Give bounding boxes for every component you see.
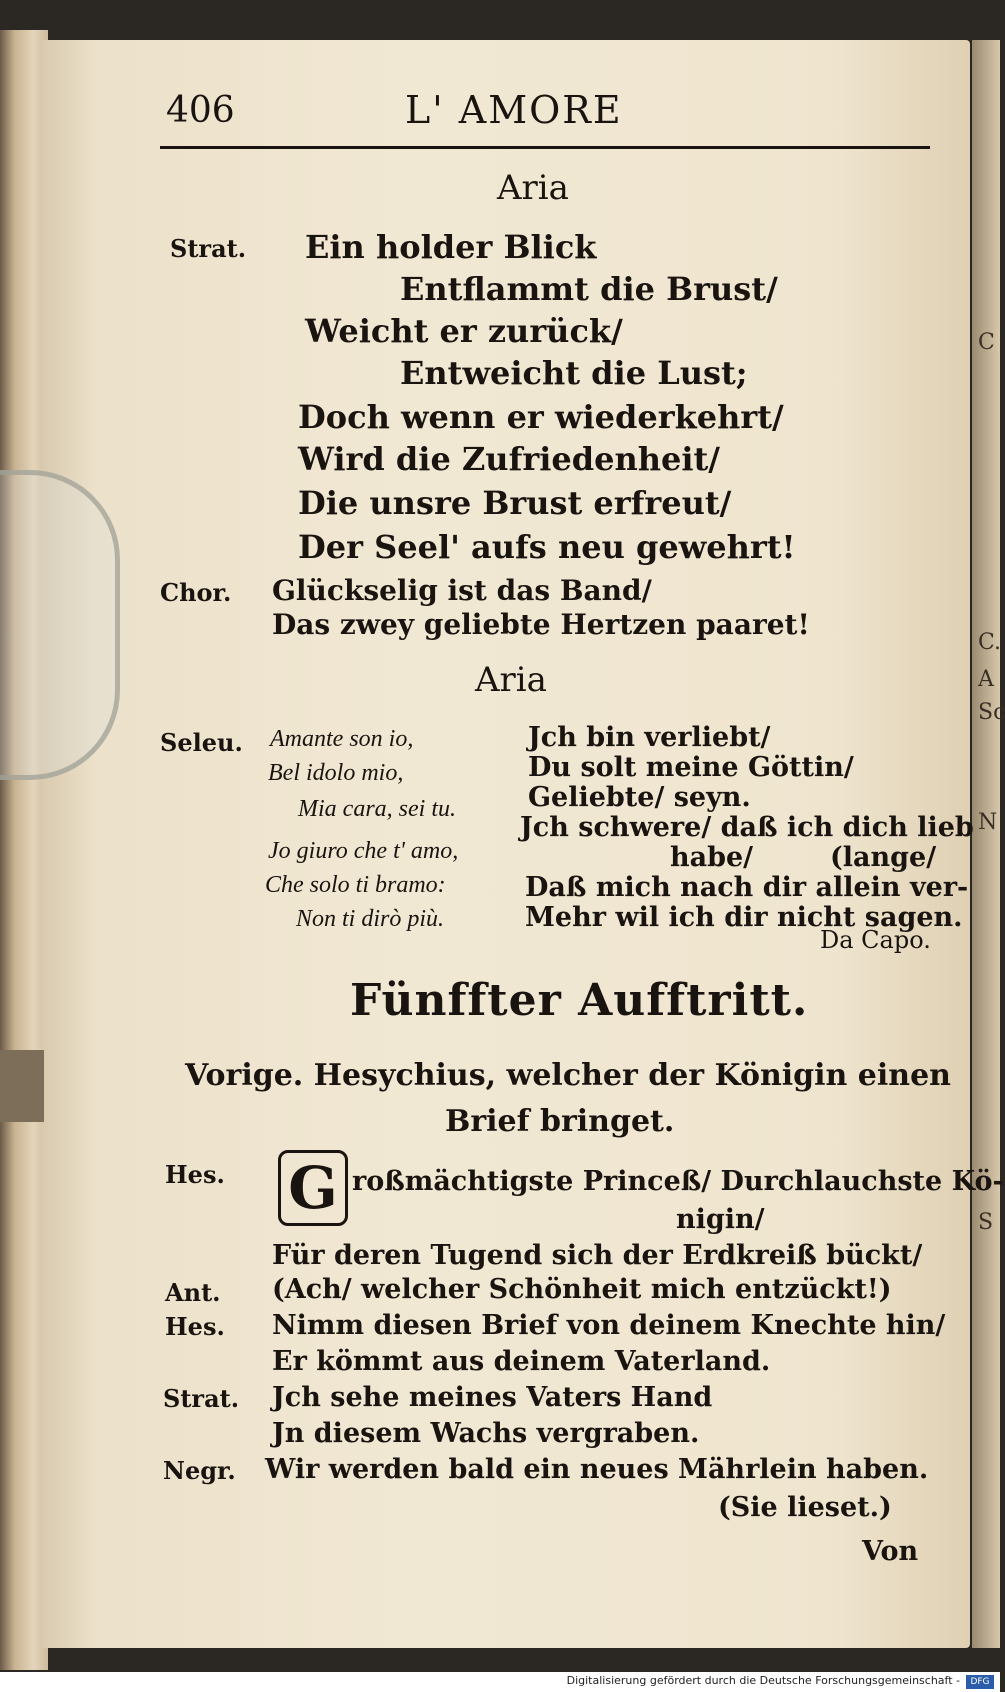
dialogue-line: Er kömmt aus deinem Vaterland. bbox=[272, 1346, 771, 1377]
stage-note: (Sie lieset.) bbox=[718, 1492, 892, 1523]
scene-title: Fünffter Aufftritt. bbox=[350, 975, 809, 1026]
bookmark-strip bbox=[0, 1050, 44, 1122]
catchword: Von bbox=[862, 1536, 919, 1567]
dialogue-line: Jn diesem Wachs vergraben. bbox=[272, 1418, 700, 1449]
header-rule bbox=[160, 146, 930, 149]
german-line: Jch schwere/ daß ich dich lieb bbox=[520, 812, 974, 843]
speaker-seleu: Seleu. bbox=[160, 728, 243, 757]
facing-page-fragment: A bbox=[978, 667, 994, 692]
german-line: Jch bin verliebt/ bbox=[528, 722, 771, 753]
german-line: Daß mich nach dir allein ver- bbox=[525, 872, 969, 903]
stage-direction: Brief bringet. bbox=[445, 1104, 675, 1139]
verse-line: Doch wenn er wiederkehrt/ bbox=[298, 398, 784, 436]
dialogue-line: Nimm diesen Brief von deinem Knechte hin/ bbox=[272, 1310, 946, 1341]
facing-page-fragment: Sc bbox=[978, 700, 1005, 725]
footer-bar bbox=[0, 1672, 1000, 1692]
dialogue-line: nigin/ bbox=[676, 1204, 765, 1235]
speaker-ant: Ant. bbox=[165, 1278, 221, 1307]
verse-line: Das zwey geliebte Hertzen paaret! bbox=[272, 608, 810, 641]
verse-line: Entweicht die Lust; bbox=[400, 354, 748, 392]
speaker-chor: Chor. bbox=[160, 578, 232, 607]
italian-line: Bel idolo mio, bbox=[268, 760, 404, 786]
dialogue-line: Jch sehe meines Vaters Hand bbox=[272, 1382, 713, 1413]
german-line: Du solt meine Göttin/ bbox=[528, 752, 854, 783]
german-line: (lange/ bbox=[830, 842, 937, 873]
italian-line: Che solo ti bramo: bbox=[265, 872, 446, 898]
stage-direction: Vorige. Hesychius, welcher der Königin einen bbox=[185, 1058, 951, 1093]
dialogue-line: Für deren Tugend sich der Erdkreiß bückt/ bbox=[272, 1240, 923, 1271]
page-number: 406 bbox=[166, 90, 235, 131]
aria-heading: Aria bbox=[475, 660, 547, 700]
german-line: Mehr wil ich dir nicht sagen. bbox=[525, 902, 963, 933]
dialogue-line: roßmächtigste Princeß/ Durchlauchste Kö- bbox=[352, 1166, 1004, 1197]
italian-line: Non ti dirò più. bbox=[296, 906, 445, 932]
dfg-logo: DFG bbox=[966, 1675, 994, 1689]
speaker-negr: Negr. bbox=[163, 1456, 236, 1485]
german-line: habe/ bbox=[670, 842, 754, 873]
facing-page-fragment: C bbox=[978, 330, 995, 355]
speaker-strat: Strat. bbox=[170, 234, 247, 263]
facing-page-fragment: C. bbox=[978, 630, 1002, 655]
verse-line: Wird die Zufriedenheit/ bbox=[298, 440, 720, 478]
speaker-strat: Strat. bbox=[163, 1384, 240, 1413]
italian-line: Jo giuro che t' amo, bbox=[268, 838, 459, 864]
running-title: L' AMORE bbox=[405, 88, 623, 132]
drop-cap: G bbox=[278, 1150, 348, 1226]
italian-line: Mia cara, sei tu. bbox=[298, 796, 456, 822]
verse-line: Der Seel' aufs neu gewehrt! bbox=[298, 528, 796, 566]
verse-line: Weicht er zurück/ bbox=[305, 312, 623, 350]
speaker-hes: Hes. bbox=[165, 1160, 225, 1189]
dialogue-line: Wir werden bald ein neues Mährlein haben. bbox=[265, 1454, 929, 1485]
da-capo: Da Capo. bbox=[820, 926, 931, 954]
facing-page-fragment: N bbox=[978, 810, 998, 835]
magnifier-clip bbox=[0, 470, 120, 780]
footer-credit: Digitalisierung gefördert durch die Deutsche Forschungsgemeinschaft - bbox=[566, 1674, 960, 1687]
italian-line: Amante son io, bbox=[270, 726, 414, 752]
speaker-hes: Hes. bbox=[165, 1312, 225, 1341]
aria-heading: Aria bbox=[497, 168, 569, 208]
facing-page-fragment: S bbox=[978, 1210, 994, 1235]
verse-line: Glückselig ist das Band/ bbox=[272, 574, 652, 607]
verse-line: Die unsre Brust erfreut/ bbox=[298, 484, 732, 522]
facing-page-edge bbox=[972, 40, 1000, 1648]
verse-line: Ein holder Blick bbox=[305, 228, 597, 266]
dialogue-line: (Ach/ welcher Schönheit mich entzückt!) bbox=[272, 1274, 892, 1305]
german-line: Geliebte/ seyn. bbox=[528, 782, 751, 813]
verse-line: Entflammt die Brust/ bbox=[400, 270, 778, 308]
